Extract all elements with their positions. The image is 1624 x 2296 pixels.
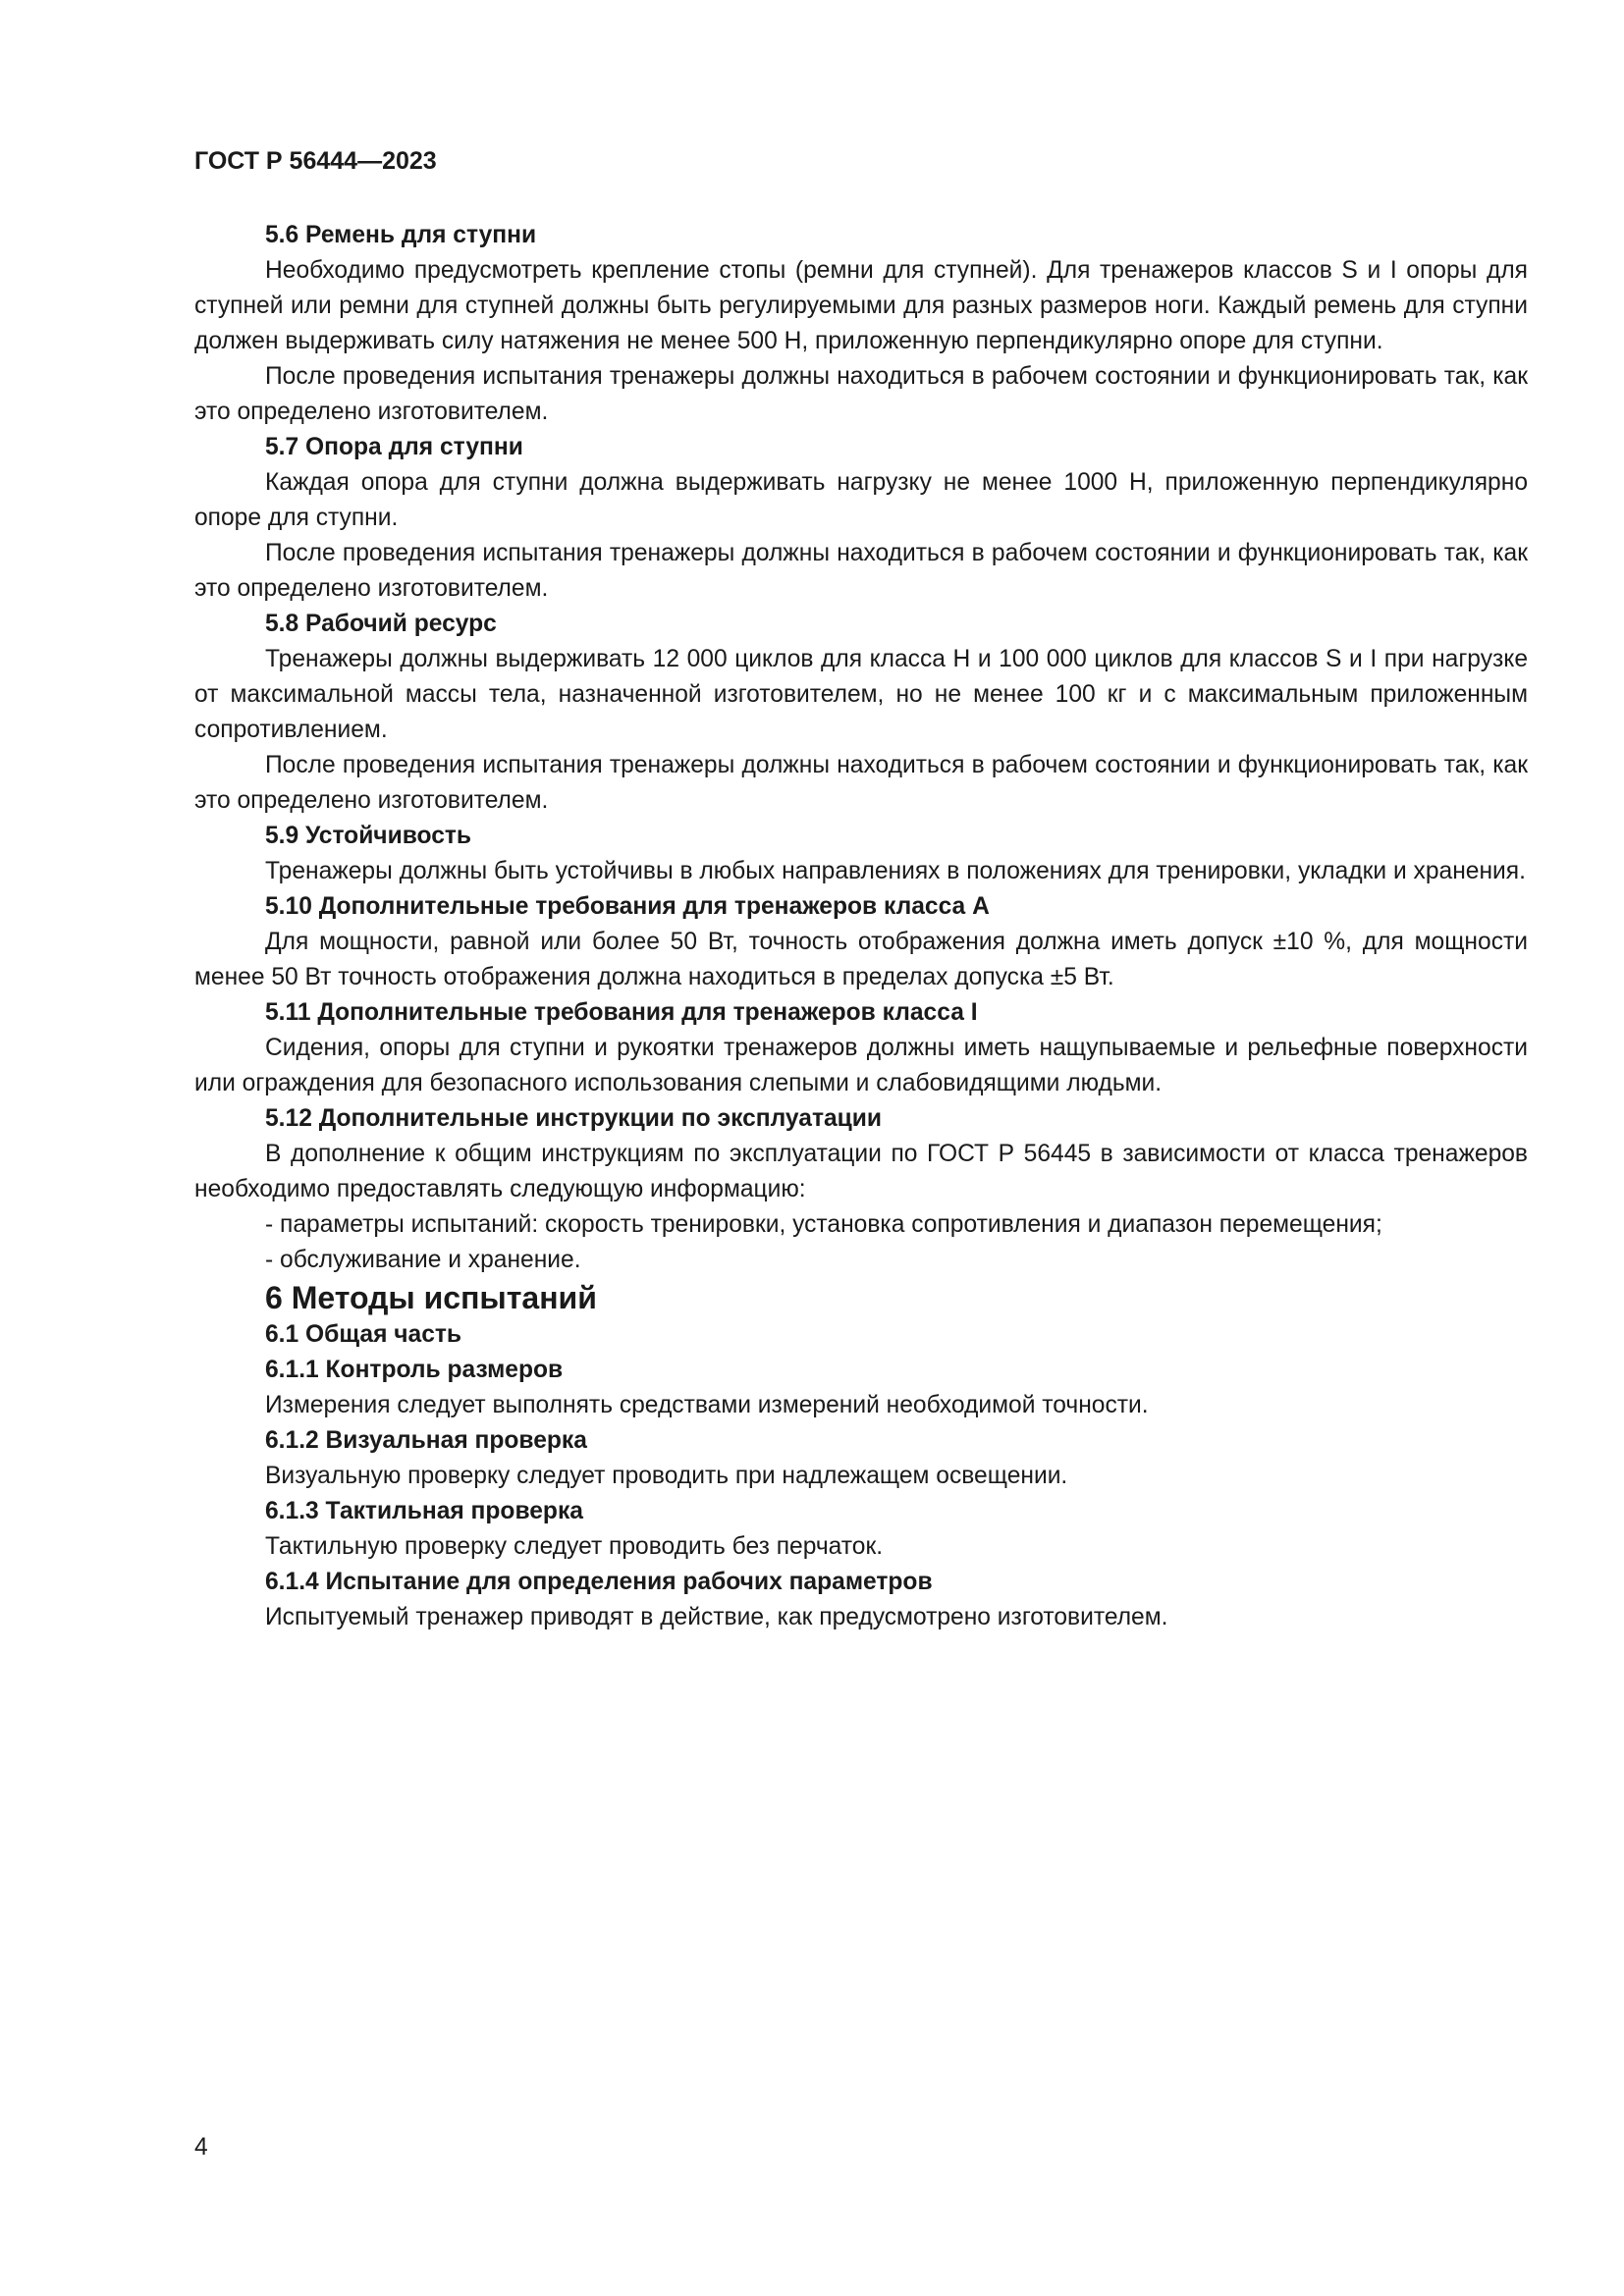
section-6-1-2-title: 6.1.2 Визуальная проверка [265, 1427, 587, 1454]
section-6-title: 6 Методы испытаний [265, 1280, 597, 1315]
section-5-12-list-item-1: - параметры испытаний: скорость тренировки, установка сопротивления и диапазон перемещения; [265, 1211, 1382, 1238]
section-5-7-title: 5.7 Опора для ступни [265, 434, 523, 460]
section-5-12-paragraph-1: В дополнение к общим инструкциям по эксплуатации по ГОСТ Р 56445 в зависимости от класса тренажеров необходимо предоставлять следующую информацию: [194, 1141, 1528, 1202]
section-5-11-paragraph-1: Сидения, опоры для ступни и рукоятки тренажеров должны иметь нащупываемые и рельефные поверхности или ограждения для безопасного использования слепыми и слабовидящими людьми. [194, 1035, 1528, 1096]
section-5-7-paragraph-1: Каждая опора для ступни должна выдерживать нагрузку не менее 1000 Н, приложенную перпендикулярно опоре для ступни. [194, 469, 1528, 531]
section-6-1-title: 6.1 Общая часть [265, 1321, 462, 1348]
section-6-1-3-text: Тактильную проверку следует проводить без перчаток. [265, 1533, 884, 1560]
section-6-1-4-text: Испытуемый тренажер приводят в действие, как предусмотрено изготовителем. [265, 1604, 1168, 1630]
section-5-6-paragraph-1: Необходимо предусмотреть крепление стопы (ремни для ступней). Для тренажеров классов S и I опоры для ступней или ремни для ступней должны быть регулируемыми для разных размеров ноги. Каждый ремень для ступни должен выдерживать силу натяжения не менее 500 Н, приложенную перпендикулярно опоре для ступни. [194, 257, 1528, 354]
section-6-1-1-text: Измерения следует выполнять средствами измерений необходимой точности. [265, 1392, 1149, 1418]
document-body [194, 218, 1528, 1635]
section-5-6-paragraph-2: После проведения испытания тренажеры должны находиться в рабочем состоянии и функционировать так, как это определено изготовителем. [194, 363, 1528, 425]
section-6-1-2-text: Визуальную проверку следует проводить при надлежащем освещении. [265, 1463, 1068, 1489]
section-5-12-title: 5.12 Дополнительные инструкции по эксплуатации [265, 1105, 883, 1132]
section-5-8-paragraph-2: После проведения испытания тренажеры должны находиться в рабочем состоянии и функционировать так, как это определено изготовителем. [194, 752, 1528, 814]
section-5-9-title: 5.9 Устойчивость [265, 823, 472, 849]
section-5-9-paragraph-1: Тренажеры должны быть устойчивы в любых направлениях в положениях для тренировки, укладки и хранения. [265, 858, 1526, 884]
document-header: ГОСТ Р 56444—2023 [194, 147, 437, 175]
section-5-11-title: 5.11 Дополнительные требования для тренажеров класса I [265, 999, 978, 1026]
section-6-1-3-title: 6.1.3 Тактильная проверка [265, 1498, 583, 1524]
section-5-10-paragraph-1: Для мощности, равной или более 50 Вт, точность отображения должна иметь допуск ±10 %, для мощности менее 50 Вт точность отображения должна находиться в пределах допуска ±5 Вт. [194, 929, 1528, 990]
section-5-6-title: 5.6 Ремень для ступни [265, 222, 537, 248]
section-5-10-title: 5.10 Дополнительные требования для тренажеров класса А [265, 893, 990, 920]
section-6-1-1-title: 6.1.1 Контроль размеров [265, 1357, 564, 1383]
section-5-8-paragraph-1: Тренажеры должны выдерживать 12 000 циклов для класса H и 100 000 циклов для классов S и I при нагрузке от максимальной массы тела, назначенной изготовителем, но не менее 100 кг и с максимальным приложенным сопротивлением. [194, 646, 1528, 743]
section-5-12-list-item-2: - обслуживание и хранение. [265, 1247, 581, 1273]
section-5-7-paragraph-2: После проведения испытания тренажеры должны находиться в рабочем состоянии и функционировать так, как это определено изготовителем. [194, 540, 1528, 602]
page-number: 4 [194, 2134, 208, 2161]
section-5-8-title: 5.8 Рабочий ресурс [265, 611, 497, 637]
section-6-1-4-title: 6.1.4 Испытание для определения рабочих параметров [265, 1569, 933, 1595]
